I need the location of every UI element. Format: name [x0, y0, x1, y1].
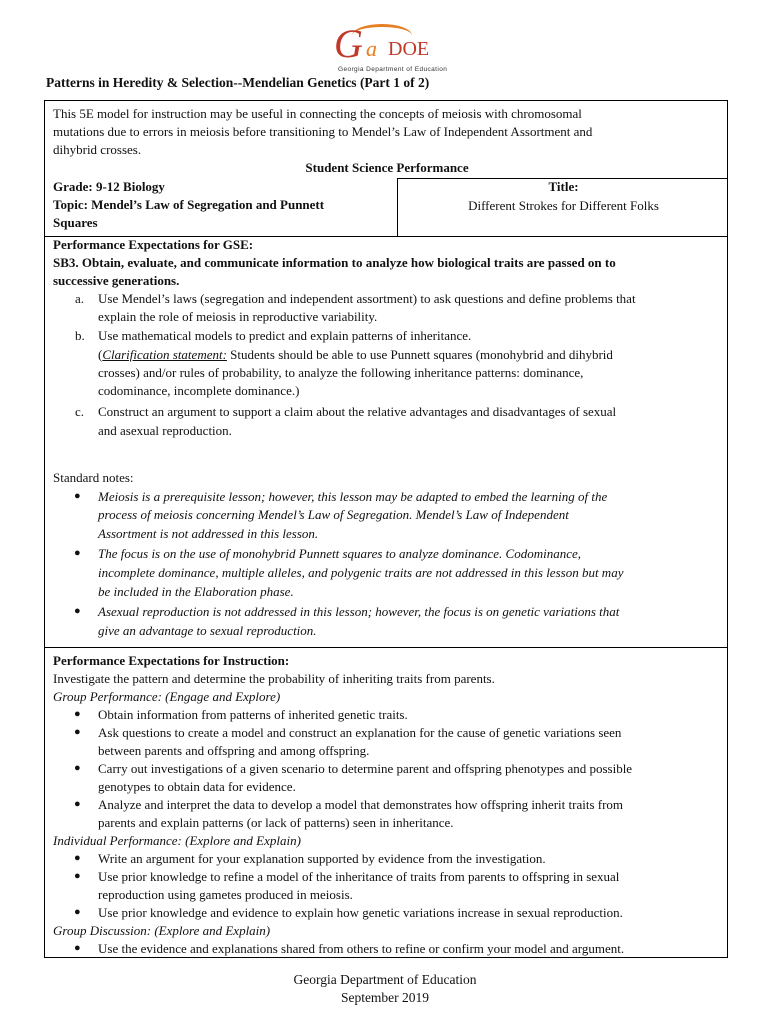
group-bullet: ● [74, 708, 81, 720]
item-b-line-2 [98, 346, 613, 363]
note-3-line-1: Asexual reproduction is not addressed in this lesson; however, the focus is on genetic variations that [98, 604, 620, 619]
intro-line-3: dihybrid crosses. [53, 142, 142, 157]
logo-letter-g: G [334, 21, 363, 66]
item-c-marker: c. [75, 404, 85, 419]
note-3-line-2: give an advantage to sexual reproduction. [98, 623, 317, 638]
note-2-line-3: be included in the Elaboration phase. [98, 584, 294, 599]
note-bullet: ● [74, 547, 81, 559]
investigate-line: Investigate the pattern and determine the probability of inheriting traits from parents. [53, 671, 495, 686]
note-bullet: ● [74, 490, 81, 502]
logo-letter-a: a [366, 36, 377, 61]
intro-line-1: This 5E model for instruction may be useful in connecting the concepts of meiosis with chromosomal [53, 106, 582, 121]
group-item-4-line-1: Analyze and interpret the data to develop a model that demonstrates how offspring inherit traits from [98, 797, 624, 812]
ssp-heading: Student Science Performance [305, 160, 469, 175]
individual-bullet: ● [74, 852, 81, 864]
pe-instruction-heading: Performance Expectations for Instruction: [53, 653, 290, 668]
title-value: Different Strokes for Different Folks [468, 198, 659, 213]
individual-item-1: Write an argument for your explanation supported by evidence from the investigation. [98, 851, 546, 866]
sb3-line-1: SB3. Obtain, evaluate, and communicate information to analyze how biological traits are passed on to [53, 255, 616, 270]
group-bullet: ● [74, 762, 81, 774]
intro-line-2: mutations due to errors in meiosis before transitioning to Mendel’s Law of Independent Assortment and [53, 124, 593, 139]
clarification-open: ( [98, 347, 103, 362]
group-item-4-line-2: parents and explain patterns (or lack of patterns) seen in inheritance. [98, 815, 454, 830]
item-a-line-2: explain the role of meiosis in reproductive variability. [98, 309, 378, 324]
note-2-line-2: incomplete dominance, multiple alleles, and polygenic traits are not addressed in this lesson but may [98, 565, 624, 580]
item-b-line-4: codominance, incomplete dominance.) [98, 383, 300, 398]
item-b-marker: b. [75, 328, 85, 343]
item-c-line-2: and asexual reproduction. [98, 423, 232, 438]
topic-line-2: Squares [53, 215, 98, 230]
document-title: Patterns in Heredity & Selection--Mendelian Genetics (Part 1 of 2) [46, 75, 430, 90]
note-bullet: ● [74, 605, 81, 617]
group-item-2-line-2: between parents and offspring and among offspring. [98, 743, 370, 758]
footer-line-1: Georgia Department of Education [293, 972, 477, 987]
item-b-line-3: crosses) and/or rules of probability, to analyze the following inheritance patterns: dominance, [98, 365, 584, 380]
item-c-line-1: Construct an argument to support a claim about the relative advantages and disadvantages of sexual [98, 404, 617, 419]
group-discussion-heading: Group Discussion: (Explore and Explain) [53, 923, 271, 938]
individual-item-2-line-1: Use prior knowledge to refine a model of the inheritance of traits from parents to offspring in sexual [98, 869, 620, 884]
discussion-item-1: Use the evidence and explanations shared from others to refine or confirm your model and argument. [98, 941, 625, 956]
note-2-line-1: The focus is on the use of monohybrid Punnett squares to analyze dominance. Codominance, [98, 546, 581, 561]
group-performance-heading: Group Performance: (Engage and Explore) [53, 689, 281, 704]
note-1-line-2: process of meiosis concerning Mendel’s Law of Segregation. Mendel’s Law of Independent [98, 507, 569, 522]
item-a-line-1: Use Mendel’s laws (segregation and independent assortment) to ask questions and define problems that [98, 291, 636, 306]
standards-box [44, 100, 728, 648]
clarification-text: Students should be able to use Punnett squares (monohybrid and dihybrid [226, 347, 613, 362]
group-item-1: Obtain information from patterns of inherited genetic traits. [98, 707, 408, 722]
individual-bullet: ● [74, 906, 81, 918]
note-1-line-3: Assortment is not addressed in this lesson. [98, 526, 319, 541]
group-bullet: ● [74, 798, 81, 810]
discussion-bullet: ● [74, 942, 81, 954]
item-b-line-1: Use mathematical models to predict and explain patterns of inheritance. [98, 328, 472, 343]
logo-letters-doe: DOE [388, 38, 430, 60]
sb3-line-2: successive generations. [53, 273, 180, 288]
footer-line-2: September 2019 [340, 990, 430, 1005]
group-item-3-line-1: Carry out investigations of a given scenario to determine parent and offspring phenotypes and possible [98, 761, 633, 776]
topic-line-1: Topic: Mendel’s Law of Segregation and Punnett [53, 197, 325, 212]
pe-gse-heading: Performance Expectations for GSE: [53, 237, 254, 252]
standard-notes-label: Standard notes: [53, 470, 134, 485]
individual-bullet: ● [74, 870, 81, 882]
note-1-line-1: Meiosis is a prerequisite lesson; however, this lesson may be adapted to embed the learning of the [98, 489, 608, 504]
title-label: Title: [548, 179, 579, 194]
individual-item-2-line-2: reproduction using gametes produced in meiosis. [98, 887, 353, 902]
individual-performance-heading: Individual Performance: (Explore and Explain) [53, 833, 301, 848]
item-a-marker: a. [75, 291, 85, 306]
clarification-label: Clarification statement: [102, 347, 227, 362]
grade-label: Grade: 9-12 Biology [53, 179, 165, 194]
logo-subtitle: Georgia Department of Education [338, 66, 448, 73]
group-item-3-line-2: genotypes to obtain data for evidence. [98, 779, 296, 794]
group-bullet: ● [74, 726, 81, 738]
group-item-2-line-1: Ask questions to create a model and construct an explanation for the cause of genetic variations seen [98, 725, 622, 740]
individual-item-3: Use prior knowledge and evidence to explain how genetic variations increase in sexual reproduction. [98, 905, 623, 920]
instruction-box [44, 648, 728, 958]
gadoe-logo [330, 20, 448, 76]
